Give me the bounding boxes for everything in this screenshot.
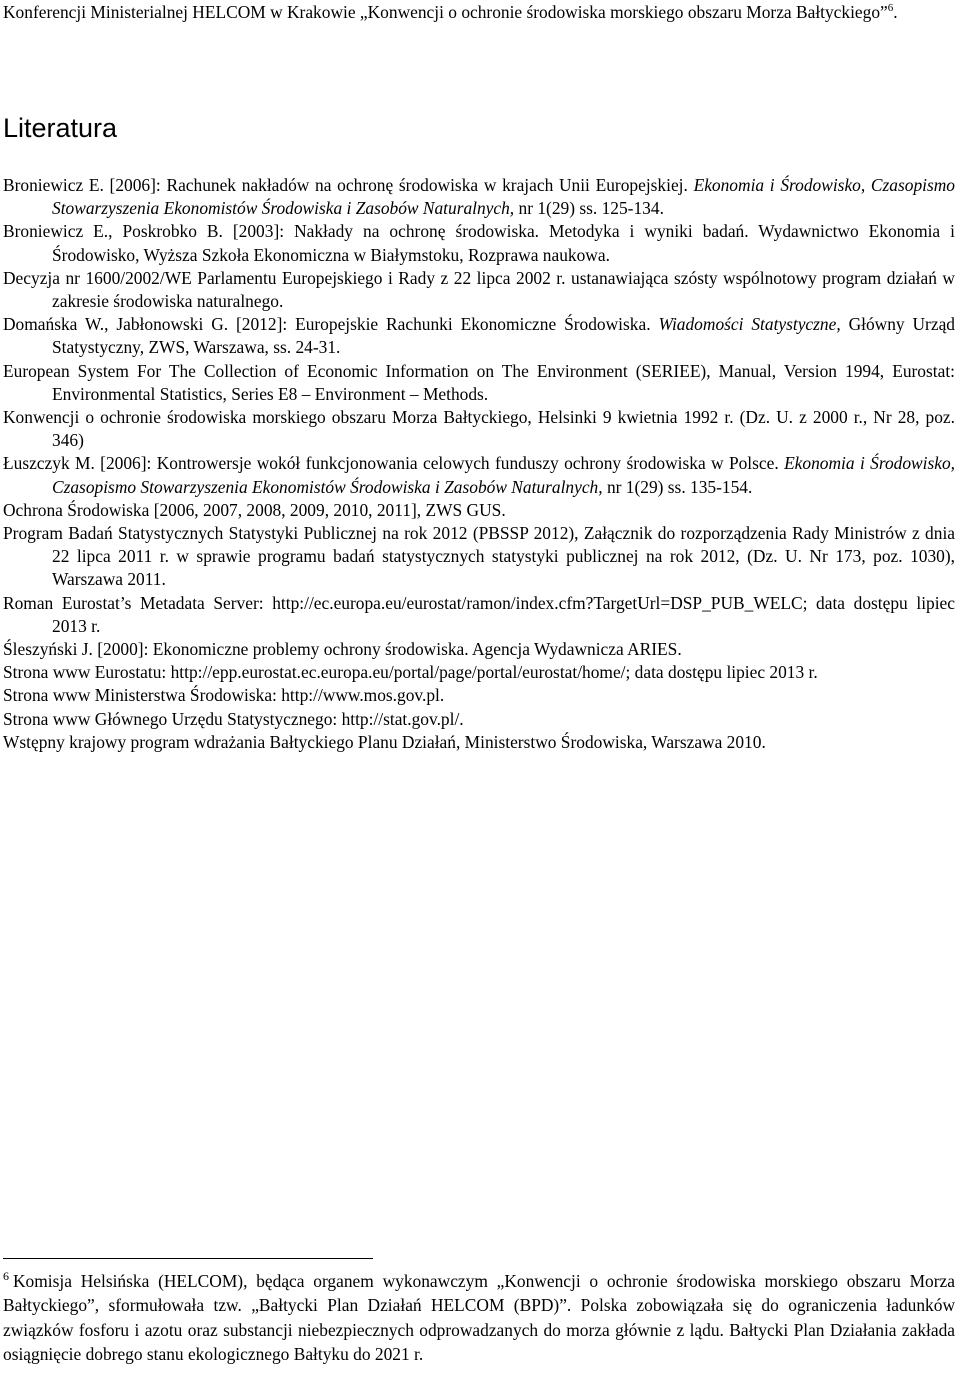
reference-segment: Strona www Głównego Urzędu Statystycznego: http://stat.gov.pl/. [3, 708, 464, 729]
reference-segment: Domańska W., Jabłonowski G. [2012]: Europejskie Rachunki Ekonomiczne Środowiska. [3, 314, 659, 335]
reference-segment: Śleszyński J. [2000]: Ekonomiczne problemy ochrony środowiska. Agencja Wydawnicza ARIES. [3, 639, 682, 660]
reference-segment: Decyzja nr 1600/2002/WE Parlamentu Europejskiego i Rady z 22 lipca 2002 r. ustanawiająca szósty wspólnotowy program działań w zakresie środowiska naturalnego. [3, 267, 955, 312]
intro-paragraph [3, 0, 955, 25]
reference-entry [3, 220, 955, 266]
footnote-text: Komisja Helsińska (HELCOM), będąca organem wykonawczym „Konwencji o ochronie środowiska morskiego obszaru Morza Bałtyckiego”, sformułowała tzw. „Bałtycki Plan Działań HELCOM (BPD)”. Polska zobowiązała się do ograniczenia ładunków związków fosforu i azotu oraz substancji niebezpiecznych odprowadzanych do morza głównie z lądu. Bałtycki Plan Działania zakłada osiągnięcie dobrego stanu ekologicznego Bałtyku do 2021 r. [3, 1271, 955, 1364]
footnote-number: 6 [3, 1269, 9, 1284]
intro-text: Konferencji Ministerialnej HELCOM w Krakowie „Konwencji o ochronie środowiska morskiego obszaru Morza Bałtyckiego” [3, 2, 888, 22]
reference-entry [3, 360, 955, 406]
reference-entry [3, 731, 955, 754]
reference-segment: nr 1(29) ss. 125-134. [514, 198, 664, 219]
reference-entry [3, 267, 955, 313]
reference-entry [3, 499, 955, 522]
reference-segment: Strona www Eurostatu: http://epp.eurostat.ec.europa.eu/portal/page/portal/eurostat/home/; data dostępu lipiec 2013 r. [3, 662, 818, 683]
section-heading: Literatura [3, 113, 118, 143]
reference-entry [3, 406, 955, 452]
reference-entry [3, 638, 955, 661]
reference-segment: Broniewicz E. [2006]: Rachunek nakładów na ochronę środowiska w krajach Unii Europejskiej. [3, 175, 694, 195]
reference-entry [3, 592, 955, 638]
footnote-reference[interactable]: 6 [887, 2, 894, 15]
reference-segment: Łuszczyk M. [2006]: Kontrowersje wokół funkcjonowania celowych funduszy ochrony środowiska w Polsce. [3, 453, 785, 474]
reference-segment: Główny Urząd Statystyczny, ZWS, Warszawa, ss. 24-31. [52, 314, 955, 358]
reference-segment: Wstępny krajowy program wdrażania Bałtyckiego Planu Działań, Ministerstwo Środowiska, Warszawa 2010. [3, 731, 766, 752]
reference-segment: Konwencji o ochronie środowiska morskiego obszaru Morza Bałtyckiego, Helsinki 9 kwietnia 1992 r. (Dz. U. z 2000 r., Nr 28, poz. 346) [3, 407, 955, 451]
intro-tail: . [893, 2, 898, 22]
reference-italic-segment: Ekonomia i Środowisko, Czasopismo Stowarzyszenia Ekonomistów Środowiska i Zasobów Naturalnych, [52, 453, 955, 497]
reference-segment: Strona www Ministerstwa Środowiska: http://www.mos.gov.pl. [3, 685, 445, 706]
reference-segment: Broniewicz E., Poskrobko B. [2003]: Nakłady na ochronę środowiska. Metodyka i wyniki badań. Wydawnictwo Ekonomia i Środowisko, Wyższa Szkoła Ekonomiczna w Białymstoku, Rozprawa naukowa. [3, 221, 955, 265]
reference-list [3, 174, 955, 754]
reference-segment: European System For The Collection of Economic Information on The Environment (SERIEE), Manual, Version 1994, Eurostat: Environmental Statistics, Series E8 – Environment – Methods. [3, 360, 955, 404]
footnote [3, 1269, 955, 1366]
reference-entry [3, 522, 955, 592]
reference-entry [3, 313, 955, 359]
reference-entry [3, 661, 955, 684]
reference-entry [3, 708, 955, 731]
reference-entry [3, 452, 955, 498]
reference-entry [3, 174, 955, 220]
reference-segment: Program Badań Statystycznych Statystyki Publicznej na rok 2012 (PBSSP 2012), Załącznik do rozporządzenia Rady Ministrów z dnia 22 lipca 2011 r. w sprawie programu badań statystycznych statystyki publicznej na rok 2012, (Dz. U. Nr 173, poz. 1030), Warszawa 2011. [3, 523, 955, 590]
reference-italic-segment: Ekonomia i Środowisko, Czasopismo Stowarzyszenia Ekonomistów Środowiska i Zasobów Naturalnych, [52, 175, 956, 219]
footnote-separator [3, 1258, 373, 1259]
reference-segment: nr 1(29) ss. 135-154. [602, 476, 753, 497]
reference-italic-segment: Wiadomości Statystyczne, [658, 314, 841, 335]
reference-entry [3, 684, 955, 707]
reference-segment: Ochrona Środowiska [2006, 2007, 2008, 2009, 2010, 2011], ZWS GUS. [3, 499, 506, 520]
reference-segment: Roman Eurostat’s Metadata Server: http://ec.europa.eu/eurostat/ramon/index.cfm?TargetUrl=DSP_PUB_WELC; data dostępu lipiec 2013 r. [3, 592, 955, 636]
